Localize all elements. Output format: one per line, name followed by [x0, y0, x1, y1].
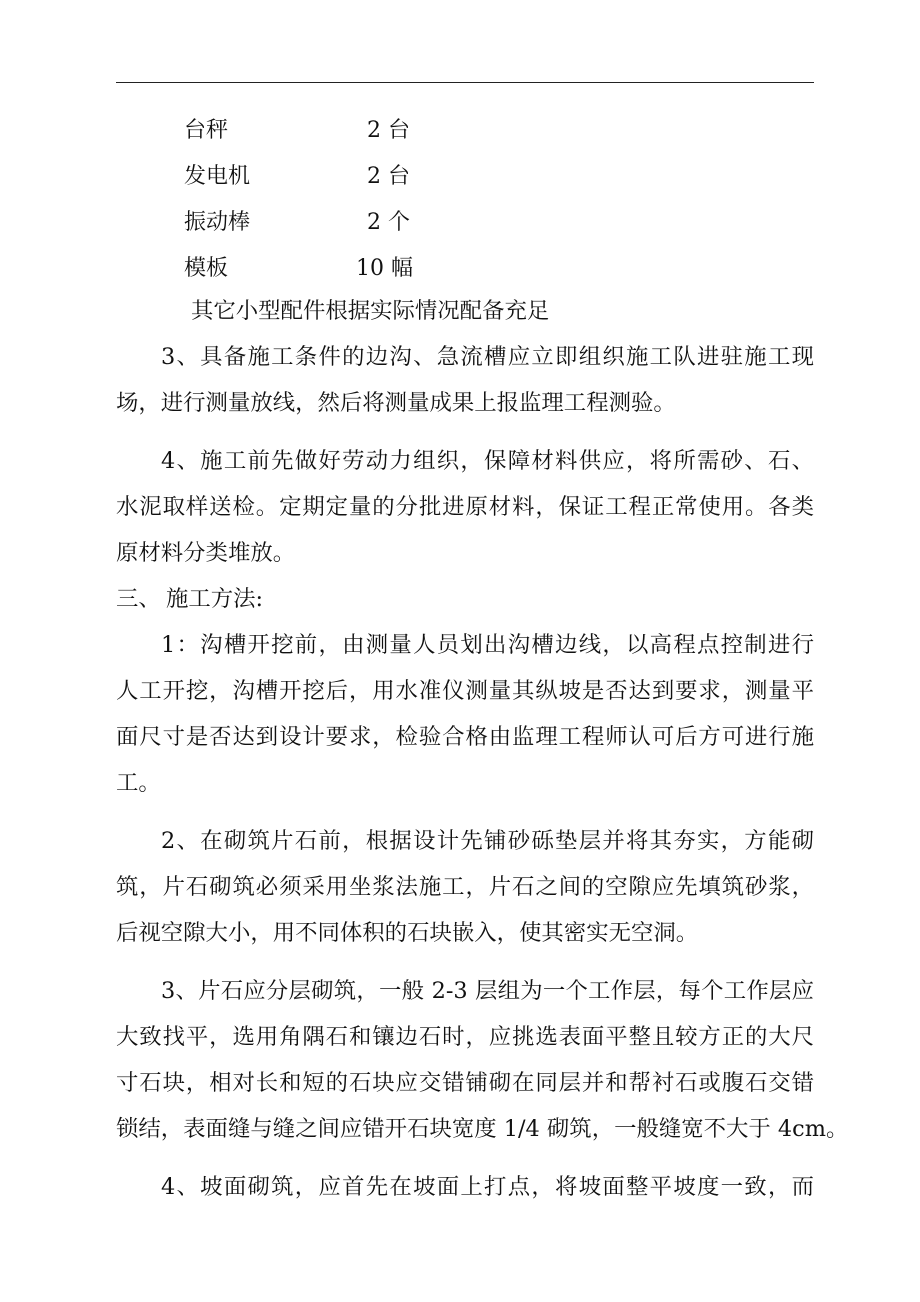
paragraph-line: 2、在砌筑片石前，根据设计先铺砂砾垫层并将其夯实，方能砌 — [161, 828, 814, 854]
equipment-qty: 10 幅 — [356, 256, 413, 281]
paragraph-line: 后视空隙大小，用不同体积的石块嵌入，使其密实无空洞。 — [116, 920, 699, 946]
paragraph-line: 3、片石应分层砌筑，一般 2-3 层组为一个工作层，每个工作层应 — [161, 978, 814, 1004]
paragraph-item-4 — [116, 438, 814, 576]
paragraph-line: 面尺寸是否达到设计要求，检验合格由监理工程师认可后方可进行施 — [116, 724, 814, 750]
paragraph-line: 筑，片石砌筑必须采用坐浆法施工，片石之间的空隙应先填筑砂浆， — [116, 874, 814, 900]
header-rule — [116, 82, 814, 83]
equipment-name: 振动棒 — [184, 210, 251, 235]
equipment-name: 台秤 — [184, 118, 229, 143]
paragraph-line: 场，进行测量放线，然后将测量成果上报监理工程测验。 — [116, 390, 676, 416]
equipment-list — [184, 108, 544, 292]
equipment-qty: 2 个 — [367, 210, 410, 235]
equipment-name: 发电机 — [184, 164, 251, 189]
paragraph-line: 3、具备施工条件的边沟、急流槽应立即组织施工队进驻施工现 — [161, 344, 814, 370]
method-step-4 — [116, 1164, 814, 1210]
paragraph-line: 水泥取样送检。定期定量的分批进原材料，保证工程正常使用。各类 — [116, 494, 814, 520]
equipment-qty: 2 台 — [367, 164, 410, 189]
paragraph-line: 4、施工前先做好劳动力组织，保障材料供应，将所需砂、石、 — [161, 448, 814, 474]
method-step-2 — [116, 818, 814, 956]
equipment-row — [184, 200, 544, 246]
document-body — [116, 288, 849, 1210]
equipment-row — [184, 246, 544, 292]
paragraph-line: 人工开挖，沟槽开挖后，用水准仪测量其纵坡是否达到要求，测量平 — [116, 678, 814, 704]
paragraph-line: 1：沟槽开挖前，由测量人员划出沟槽边线，以高程点控制进行 — [161, 632, 814, 658]
paragraph-gap — [116, 956, 814, 968]
section-title: 施工方法: — [166, 586, 264, 612]
paragraph-line: 4、坡面砌筑，应首先在坡面上打点，将坡面整平坡度一致，而 — [161, 1174, 814, 1200]
equipment-row — [184, 154, 544, 200]
paragraph-line: 锁结，表面缝与缝之间应错开石块宽度 1/4 砌筑，一般缝宽不大于 4cm。 — [116, 1116, 849, 1142]
paragraph-gap — [116, 806, 814, 818]
paragraph-gap — [116, 1152, 814, 1164]
paragraph-item-3 — [116, 334, 814, 426]
paragraph-line: 寸石块，相对长和短的石块应交错铺砌在同层并和帮衬石或腹石交错 — [116, 1070, 814, 1096]
equipment-row — [184, 108, 544, 154]
method-step-1 — [116, 622, 814, 806]
section-heading — [116, 576, 814, 622]
equipment-qty: 2 台 — [367, 118, 410, 143]
paragraph-line: 原材料分类堆放。 — [116, 540, 296, 566]
paragraph-gap — [116, 426, 814, 438]
method-step-3 — [116, 968, 849, 1152]
section-number: 三、 — [116, 586, 161, 612]
equipment-note: 其它小型配件根据实际情况配备充足 — [191, 298, 550, 324]
paragraph-line: 工。 — [116, 770, 161, 796]
equipment-name: 模板 — [184, 256, 229, 281]
paragraph-line: 大致找平，选用角隅石和镶边石时，应挑选表面平整且较方正的大尺 — [116, 1024, 814, 1050]
